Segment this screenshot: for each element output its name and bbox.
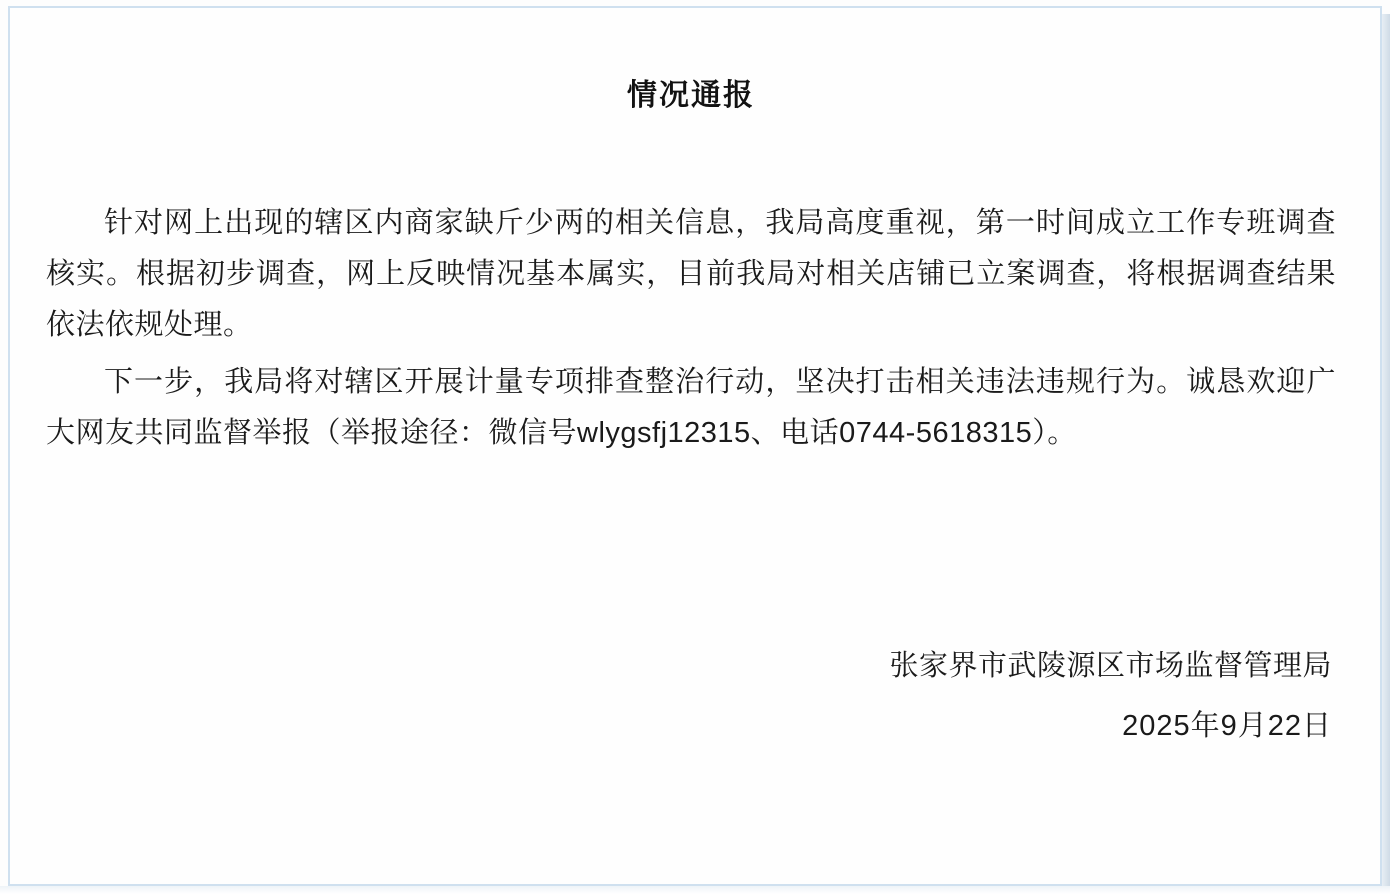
signature-organization: 张家界市武陵源区市场监督管理局 <box>889 649 1332 682</box>
page-edge-bottom <box>0 886 1390 894</box>
document-title: 情况通报 <box>627 79 755 112</box>
page-edge-right <box>1382 14 1390 894</box>
signature-block <box>889 640 1332 752</box>
body-paragraph: 下一步，我局将对辖区开展计量专项排查整治行动，坚决打击相关违法违规行为。诚恳欢迎广大网友共同监督举报（举报途径：微信号wlygsfj12315、电话0744-5618315）。 <box>46 366 1336 450</box>
body-paragraph: 针对网上出现的辖区内商家缺斤少两的相关信息，我局高度重视，第一时间成立工作专班调查核实。根据初步调查，网上反映情况基本属实，目前我局对相关店铺已立案调查，将根据调查结果依法依规处理。 <box>46 207 1336 342</box>
signature-date: 2025年9月22日 <box>1122 709 1332 742</box>
document-body <box>46 198 1336 459</box>
document-content <box>46 28 1336 848</box>
